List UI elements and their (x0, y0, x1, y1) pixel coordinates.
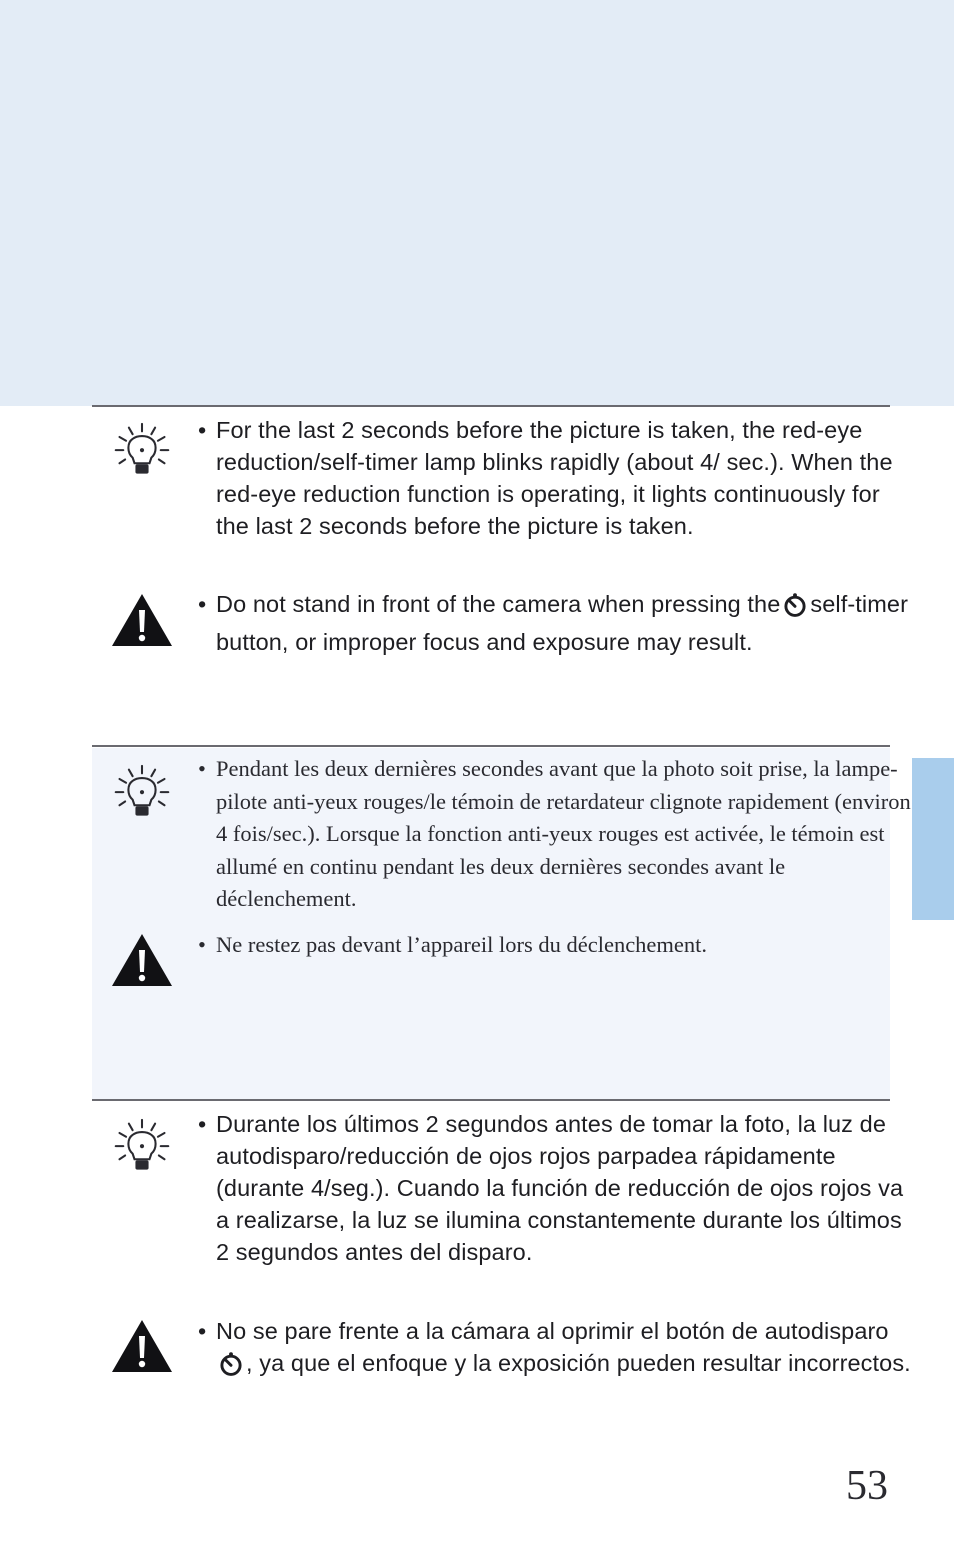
self-timer-icon (782, 592, 808, 626)
lightbulb-icon (112, 1118, 172, 1178)
warning-triangle-icon (110, 592, 174, 648)
spanish-tip-text: • Durante los últimos 2 segundos antes de tomar la foto, la luz de autodisparo/reducción de ojos rojos parpadea rápidamente (durante 4/seg.). Cuando la función de reducción de ojos rojos va a realizarse, la luz se ilumina constantemente durante los últimos 2 segundos antes del disparo. (198, 1108, 916, 1268)
spanish-warning-text: • No se pare frente a la cámara al oprimir el botón de autodisparo, ya que el enfoque y la exposición pueden resultar incorrectos. (198, 1315, 916, 1385)
french-tip-text: • Pendant les deux dernières secondes avant que la photo soit prise, la lampe-pilote anti-yeux rouges/le témoin de retardateur clignote rapidement (environ 4 fois/sec.). Lorsque la fonction anti-yeux rouges est activée, le témoin est allumé en continu pendant les deux dernières secondes avant le déclenchement. (198, 753, 916, 916)
english-section-divider (92, 405, 890, 407)
spanish-section-divider (92, 1099, 890, 1101)
page-number: 53 (846, 1463, 888, 1509)
warning-triangle-icon (110, 932, 174, 988)
lightbulb-icon (112, 422, 172, 482)
top-illustration-area (0, 0, 954, 406)
french-section-divider (92, 745, 890, 747)
english-tip-text: • For the last 2 seconds before the picture is taken, the red-eye reduction/self-timer lamp blinks rapidly (about 4/ sec.). When the red-eye reduction function is operating, it lights continuously for the last 2 seconds before the picture is taken. (198, 414, 916, 542)
french-warning-text: • Ne restez pas devant l’appareil lors du déclenchement. (198, 929, 916, 962)
lightbulb-icon (112, 764, 172, 824)
page-edge-tab (912, 758, 954, 920)
warning-triangle-icon (110, 1318, 174, 1374)
self-timer-icon (218, 1351, 244, 1385)
english-warning-text: • Do not stand in front of the camera when pressing the self-timer button, or improper focus and exposure may result. (198, 588, 916, 658)
